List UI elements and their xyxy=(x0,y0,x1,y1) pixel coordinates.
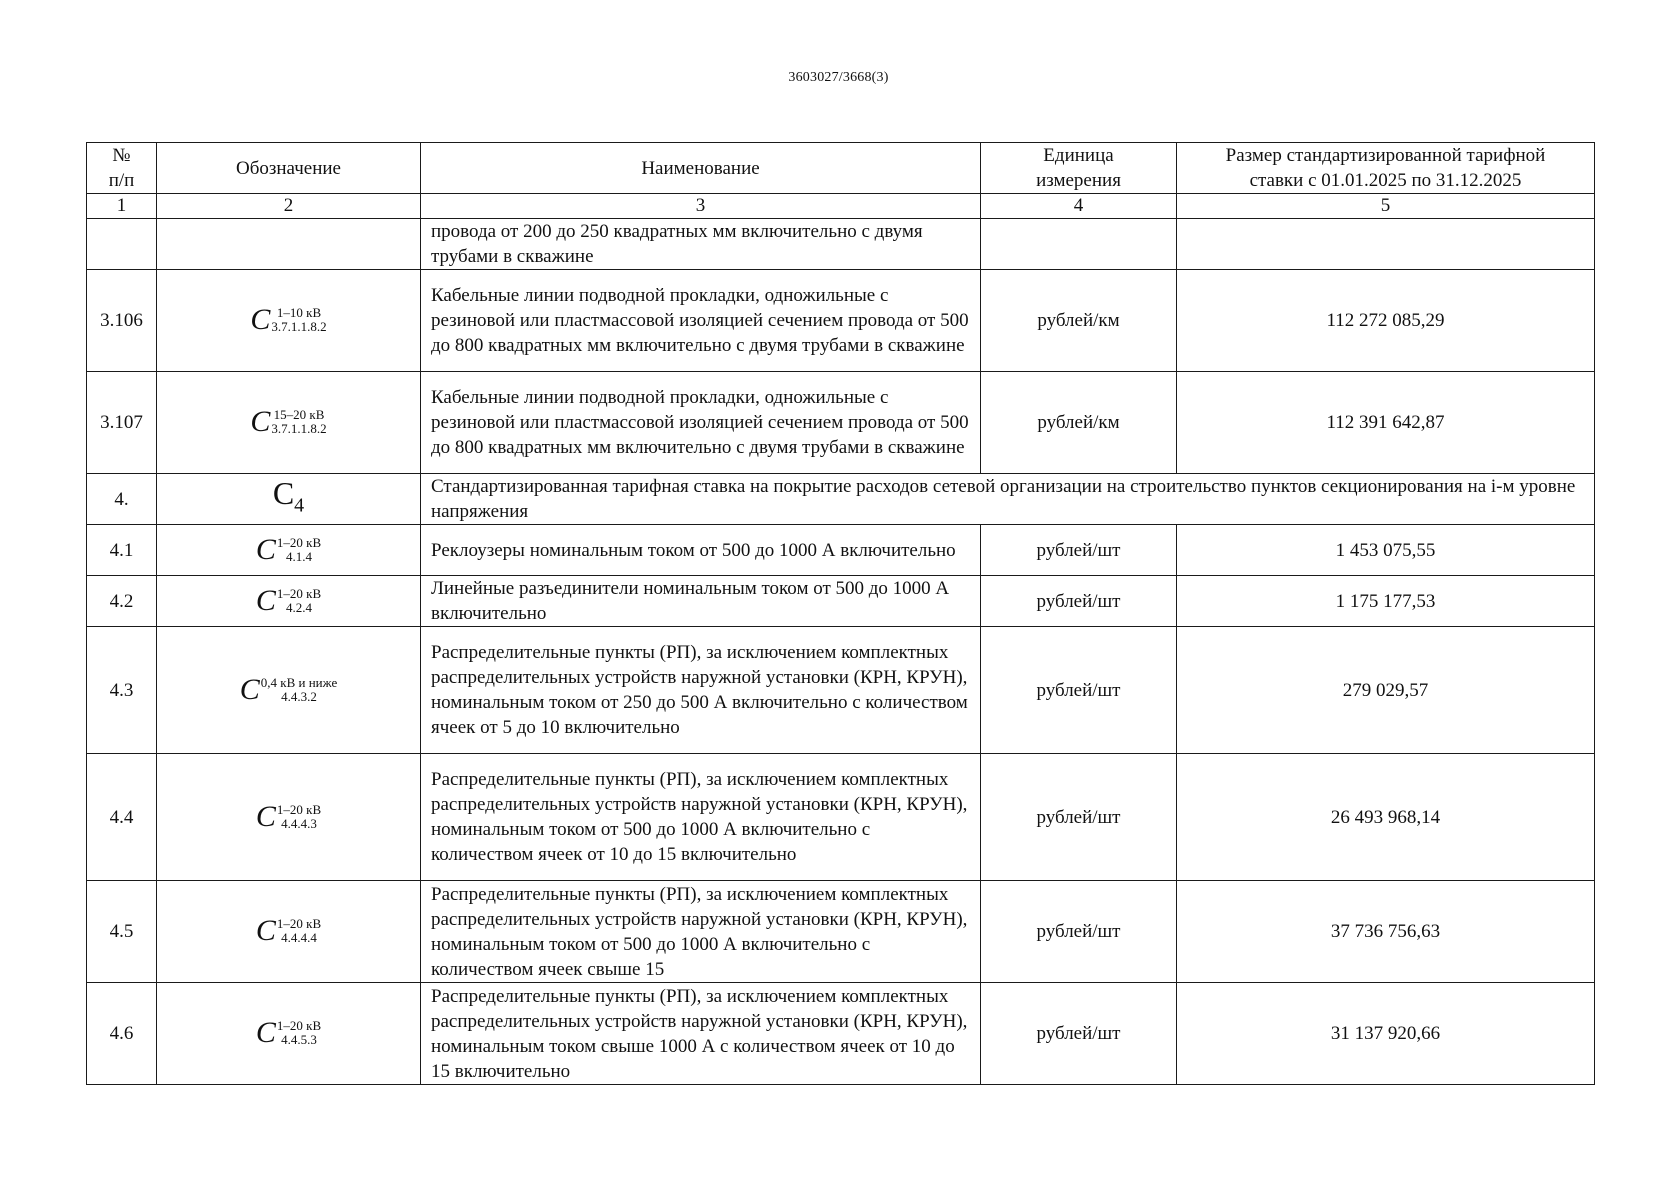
row-number: 4.5 xyxy=(87,881,157,983)
row-unit: рублей/шт xyxy=(981,983,1177,1085)
symbol-base: C xyxy=(255,914,276,947)
column-number: 3 xyxy=(421,194,981,219)
row-number: 3.107 xyxy=(87,372,157,474)
symbol-base: C xyxy=(255,583,276,617)
symbol-subscript: 3.7.1.1.8.2 xyxy=(271,421,327,436)
row-name: провода от 200 до 250 квадратных мм включительно с двумя трубами в скважине xyxy=(421,219,981,270)
row-value: 1 175 177,53 xyxy=(1177,576,1595,627)
row-designation xyxy=(157,754,421,881)
column-number: 4 xyxy=(981,194,1177,219)
symbol-subscript: 4.2.4 xyxy=(286,599,312,615)
column-numbers-row xyxy=(87,194,1595,219)
row-number: 4. xyxy=(87,474,157,525)
tariff-table xyxy=(86,142,1595,1085)
row-name: Кабельные линии подводной прокладки, одножильные с резиновой или пластмассовой изоляцией сечением провода от 500 до 800 квадратных мм включительно с двумя трубами в скважине xyxy=(421,270,981,372)
table-row xyxy=(87,372,1595,474)
row-number: 4.2 xyxy=(87,576,157,627)
table-row xyxy=(87,525,1595,576)
row-designation xyxy=(157,270,421,372)
row-value xyxy=(1177,219,1595,270)
tariff-symbol xyxy=(255,532,322,566)
row-name: Кабельные линии подводной прокладки, одножильные с резиновой или пластмассовой изоляцией сечением провода от 500 до 800 квадратных мм включительно с двумя трубами в скважине xyxy=(421,372,981,474)
symbol-base: C xyxy=(255,1016,276,1049)
row-name: Распределительные пункты (РП), за исключением комплектных распределительных устройств наружной установки (КРН, КРУН), номинальным током свыше 1000 А с количеством ячеек от 10 до 15 включительно xyxy=(421,983,981,1085)
symbol-superscript: 1–10 кВ xyxy=(276,305,322,320)
tariff-symbol xyxy=(250,407,326,437)
row-designation xyxy=(157,219,421,270)
row-value: 31 137 920,66 xyxy=(1177,983,1595,1085)
symbol-superscript: 15–20 кВ xyxy=(273,407,325,422)
symbol-superscript: 1–20 кВ xyxy=(276,534,322,550)
header-unit: Единица измерения xyxy=(981,143,1177,194)
column-number: 5 xyxy=(1177,194,1595,219)
row-value: 112 272 085,29 xyxy=(1177,270,1595,372)
tariff-symbol xyxy=(255,799,322,833)
header-name: Наименование xyxy=(421,143,981,194)
row-number: 4.4 xyxy=(87,754,157,881)
row-value: 279 029,57 xyxy=(1177,627,1595,754)
row-number: 4.6 xyxy=(87,983,157,1085)
symbol-base: C xyxy=(250,405,271,438)
row-value: 112 391 642,87 xyxy=(1177,372,1595,474)
column-number: 2 xyxy=(157,194,421,219)
table-row xyxy=(87,881,1595,983)
tariff-symbol xyxy=(255,583,322,617)
row-value: 26 493 968,14 xyxy=(1177,754,1595,881)
row-name: Распределительные пункты (РП), за исключением комплектных распределительных устройств наружной установки (КРН, КРУН), номинальным током от 250 до 500 А включительно с количеством ячеек от 5 до 10 включительно xyxy=(421,627,981,754)
symbol-subscript: 3.7.1.1.8.2 xyxy=(271,319,327,334)
tariff-symbol xyxy=(256,916,321,946)
tariff-symbol xyxy=(250,305,326,335)
symbol-subscript: 4.4.4.3 xyxy=(281,815,317,831)
table-row xyxy=(87,576,1595,627)
row-number: 4.3 xyxy=(87,627,157,754)
row-name: Распределительные пункты (РП), за исключением комплектных распределительных устройств наружной установки (КРН, КРУН), номинальным током от 500 до 1000 А включительно с количеством ячеек от 10 до 15 включительно xyxy=(421,754,981,881)
row-unit: рублей/шт xyxy=(981,881,1177,983)
symbol-superscript: 1–20 кВ xyxy=(276,801,322,817)
section-title: Стандартизированная тарифная ставка на покрытие расходов сетевой организации на строительство пунктов секционирования на i-м уровне напряжения xyxy=(421,474,1595,525)
row-value: 37 736 756,63 xyxy=(1177,881,1595,983)
row-unit: рублей/шт xyxy=(981,754,1177,881)
row-designation xyxy=(157,576,421,627)
symbol-subscript: 4.4.3.2 xyxy=(281,688,317,704)
symbol-base: C xyxy=(255,532,276,566)
table-row xyxy=(87,983,1595,1085)
header-rate: Размер стандартизированной тарифной ставки с 01.01.2025 по 31.12.2025 xyxy=(1177,143,1595,194)
symbol-base: C xyxy=(255,799,276,833)
row-unit: рублей/км xyxy=(981,270,1177,372)
row-designation xyxy=(157,983,421,1085)
row-designation xyxy=(157,372,421,474)
row-value: 1 453 075,55 xyxy=(1177,525,1595,576)
header-num: № п/п xyxy=(87,143,157,194)
row-name: Реклоузеры номинальным током от 500 до 1000 А включительно xyxy=(421,525,981,576)
document-number: 3603027/3668(3) xyxy=(788,70,889,85)
symbol-subscript: 4 xyxy=(294,494,305,517)
row-unit: рублей/км xyxy=(981,372,1177,474)
symbol-subscript: 4.1.4 xyxy=(286,548,312,564)
symbol-base: C xyxy=(250,303,271,336)
column-number: 1 xyxy=(87,194,157,219)
row-designation xyxy=(157,525,421,576)
header-designation: Обозначение xyxy=(157,143,421,194)
row-name: Распределительные пункты (РП), за исключением комплектных распределительных устройств наружной установки (КРН, КРУН), номинальным током от 500 до 1000 А включительно с количеством ячеек свыше 15 xyxy=(421,881,981,983)
row-designation xyxy=(157,881,421,983)
row-number: 4.1 xyxy=(87,525,157,576)
symbol-base: C xyxy=(272,474,295,511)
table-row xyxy=(87,627,1595,754)
symbol-superscript: 1–20 кВ xyxy=(276,1018,322,1033)
symbol-subscript: 4.4.4.4 xyxy=(281,930,317,945)
row-unit: рублей/шт xyxy=(981,627,1177,754)
table-row xyxy=(87,219,1595,270)
symbol-superscript: 1–20 кВ xyxy=(276,585,322,601)
row-designation xyxy=(157,474,421,525)
table-row xyxy=(87,754,1595,881)
row-unit xyxy=(981,219,1177,270)
row-unit: рублей/шт xyxy=(981,576,1177,627)
symbol-subscript: 4.4.5.3 xyxy=(281,1032,317,1047)
row-number: 3.106 xyxy=(87,270,157,372)
section-row xyxy=(87,474,1595,525)
row-designation xyxy=(157,627,421,754)
tariff-symbol xyxy=(256,1018,321,1048)
header-row xyxy=(87,143,1595,194)
tariff-symbol xyxy=(239,672,338,706)
row-number xyxy=(87,219,157,270)
row-name: Линейные разъединители номинальным током от 500 до 1000 А включительно xyxy=(421,576,981,627)
symbol-base: C xyxy=(239,672,260,706)
row-unit: рублей/шт xyxy=(981,525,1177,576)
symbol-superscript: 1–20 кВ xyxy=(276,916,322,931)
tariff-symbol xyxy=(272,474,305,517)
table-row xyxy=(87,270,1595,372)
symbol-superscript: 0,4 кВ и ниже xyxy=(260,674,338,690)
